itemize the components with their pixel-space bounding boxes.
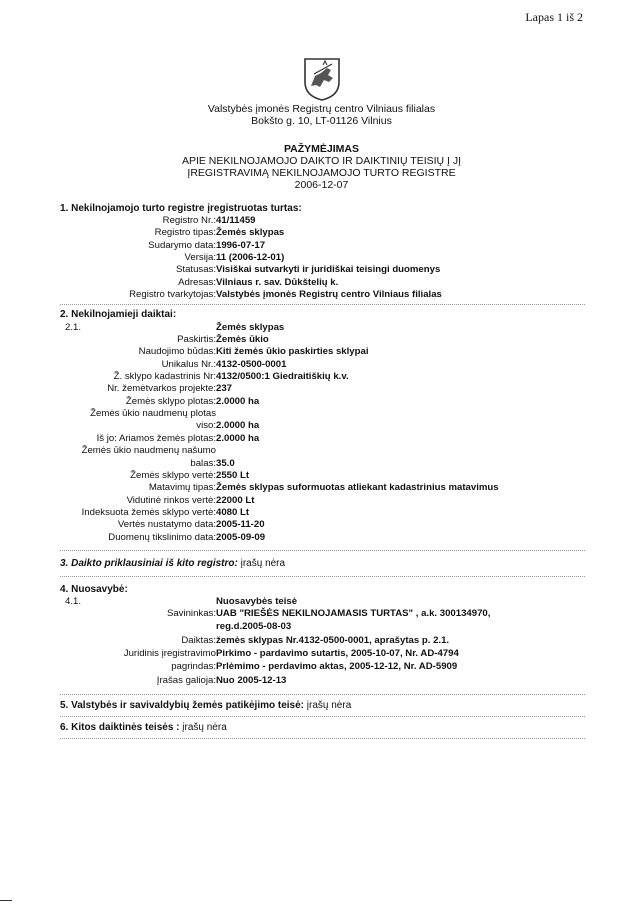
field-label: Vertės nustatymo data: [117, 519, 216, 531]
section-4-heading: 4. Nuosavybė: [60, 584, 128, 595]
field-label: Indeksuota žemės sklypo vertė: [81, 506, 216, 518]
field-value: 22000 Lt [216, 494, 255, 506]
field-label: Adresas: [178, 276, 216, 288]
org-name: Valstybės įmonės Registrų centro Vilniaus filialas [207, 103, 436, 115]
org-address: Bokšto g. 10, LT-01126 Vilnius [251, 115, 392, 127]
field-value: 4132/0500:1 Giedraitiškių k.v. [216, 371, 349, 383]
field-value: 2005-11-20 [216, 519, 265, 531]
field-value: Visiškai sutvarkyti ir juridiškai teisingi duomenys [216, 264, 441, 276]
field-label: Unikalus Nr.: [161, 358, 216, 370]
section-2-heading: 2. Nekilnojamieji daiktai: [60, 309, 177, 320]
field-value: 41/11459 [216, 215, 256, 226]
field-label: Registro Nr.: [162, 215, 216, 226]
field-value: 2.0000 ha [216, 420, 260, 432]
field-value: Žemės ūkio [216, 334, 269, 345]
document-subtitle-2: ĮREGISTRAVIMĄ NEKILNOJAMOJO TURTO REGISTRE [187, 167, 456, 179]
field-value: reg.d.2005-08-03 [216, 621, 292, 633]
coat-of-arms-icon [302, 56, 342, 102]
field-label: Įrašas galioja: [156, 674, 216, 686]
field-label: Statusas: [176, 264, 216, 276]
field-label: Ž. sklypo kadastrinis Nr: [113, 371, 216, 383]
section-2-item-number: 2.1. [65, 322, 82, 333]
field-label: Paskirtis: [177, 334, 216, 345]
field-value: Vilniaus r. sav. Dūkštelių k. [216, 276, 339, 288]
divider [60, 576, 585, 577]
field-label: Versija: [184, 251, 216, 263]
field-label: Žemės sklypo vertė: [130, 469, 216, 481]
field-value: Prlėmimo - perdavimo aktas, 2005-12-12, Nr. AD-5909 [216, 661, 458, 673]
field-value: žemės sklypas Nr.4132-0500-0001, aprašytas p. 2.1. [216, 634, 450, 646]
field-value: Žemės sklypas suformuotas atliekant kadastrinius matavimus [216, 482, 499, 494]
divider [60, 304, 585, 305]
document-date: 2006-12-07 [294, 179, 349, 191]
divider [60, 550, 585, 551]
field-value: 11 (2006-12-01) [216, 251, 285, 263]
section-3-value: įrašų nėra [240, 558, 286, 569]
field-label: balas: [190, 457, 216, 469]
section-6-value: įrašų nėra [182, 722, 227, 733]
section-6 [60, 722, 227, 733]
section-6-heading: 6. Kitos daiktinės teisės : [60, 722, 180, 733]
field-value: Kiti žemės ūkio paskirties sklypai [216, 346, 369, 358]
section-4-item-number: 4.1. [65, 596, 82, 607]
field-value: 237 [216, 383, 233, 395]
field-label: viso: [196, 420, 216, 432]
field-value: 1996-07-17 [216, 239, 266, 251]
field-value: Žemės sklypas [216, 227, 285, 239]
field-value: Pirkimo - pardavimo sutartis, 2005-10-07, Nr. AD-4794 [216, 647, 459, 659]
field-value: 35.0 [216, 457, 235, 469]
field-value: UAB "RIEŠĖS NEKILNOJAMASIS TURTAS" , a.k. 300134970, [216, 608, 491, 619]
field-label: Registro tvarkytojas: [129, 288, 216, 300]
field-label: Nr. žemėtvarkos projekte: [107, 383, 216, 395]
page-number: Lapas 1 iš 2 [525, 10, 583, 24]
scan-edge-mark [0, 900, 12, 901]
field-label: Žemės ūkio naudmenų našumo [81, 445, 216, 457]
field-label: Naudojimo būdas: [138, 346, 216, 358]
divider [60, 716, 585, 717]
field-value: 2.0000 ha [216, 432, 260, 444]
field-label: Savininkas: [166, 608, 216, 619]
document-title: PAŽYMĖJIMAS [283, 143, 360, 155]
field-label: Vidutinė rinkos vertė: [126, 494, 216, 506]
field-value: 2550 Lt [216, 469, 250, 481]
field-value: 4132-0500-0001 [216, 358, 287, 370]
divider [60, 694, 585, 695]
field-label: Sudarymo data: [148, 239, 216, 251]
field-value: 4080 Lt [216, 506, 250, 518]
field-label: Matavimų tipas: [148, 482, 216, 494]
field-label: Registro tipas: [154, 227, 216, 239]
section-5-heading: 5. Valstybės ir savivaldybių žemės patikėjimo teisė: [60, 700, 305, 711]
section-3 [60, 558, 285, 569]
field-value: Valstybės įmonės Registrų centro Vilniaus filialas [216, 288, 442, 300]
field-label: Duomenų tikslinimo data: [108, 531, 216, 543]
section-3-heading: 3. Daikto priklausiniai iš kito registro: [60, 558, 238, 569]
field-value: 2.0000 ha [216, 395, 260, 407]
field-value: Nuo 2005-12-13 [216, 674, 287, 686]
field-label: Juridinis įregistravimo [123, 647, 216, 659]
section-4-item-title: Nuosavybės teisė [216, 596, 298, 607]
section-5 [60, 700, 351, 711]
section-2-item-title: Žemės sklypas [216, 322, 285, 333]
field-label: Daiktas: [181, 634, 216, 646]
field-label: Žemės ūkio naudmenų plotas [90, 408, 216, 420]
section-1-heading: 1. Nekilnojamojo turto registre įregistruotas turtas: [60, 203, 302, 214]
field-label: pagrindas: [171, 661, 216, 673]
field-value: 2005-09-09 [216, 531, 266, 543]
section-5-value: įrašų nėra [306, 700, 352, 711]
divider [60, 738, 585, 739]
document-subtitle-1: APIE NEKILNOJAMOJO DAIKTO IR DAIKTINIŲ TEISIŲ Į JĮ [181, 155, 462, 167]
field-label: Iš jo: Ariamos žemės plotas: [96, 432, 216, 444]
field-label: Žemės sklypo plotas: [125, 395, 216, 407]
